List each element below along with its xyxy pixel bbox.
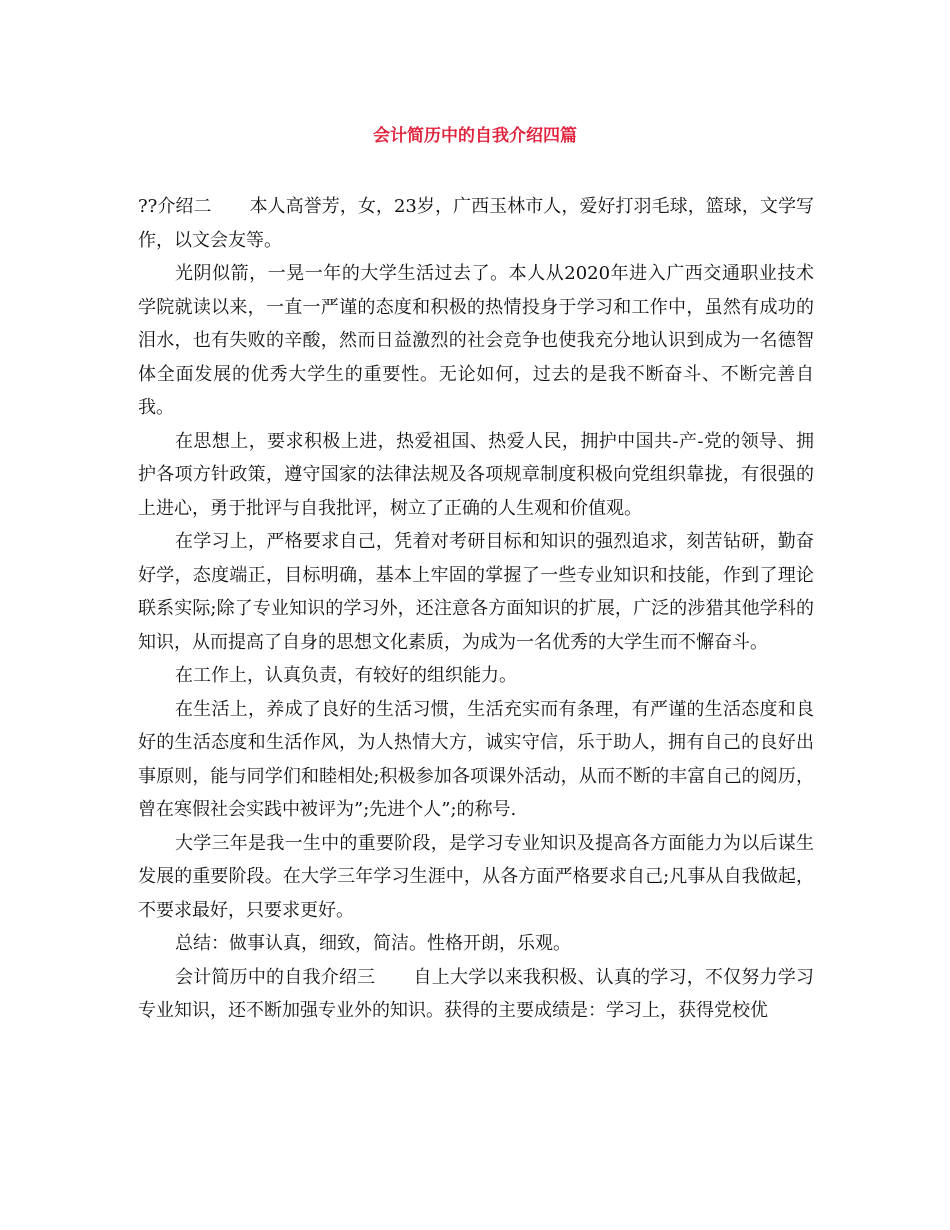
document-body bbox=[138, 190, 814, 1028]
paragraph-2: 光阴似箭，一晃一年的大学生活过去了。本人从2020年进入广西交通职业技术学院就读以来，一直一严谨的态度和积极的热情投身于学习和工作中，虽然有成功的泪水，也有失败的辛酸，然而日益激烈的社会竞争也使我充分地认识到成为一名德智体全面发展的优秀大学生的重要性。无论如何，过去的是我不断奋斗、不断完善自我。 bbox=[138, 263, 814, 418]
paragraph-6: 在生活上，养成了良好的生活习惯，生活充实而有条理，有严谨的生活态度和良好的生活态度和生活作风，为人热情大方，诚实守信，乐于助人，拥有自己的良好出事原则，能与同学们和睦相处;积极参加各项课外活动，从而不断的丰富自己的阅历，曾在寒假社会实践中被评为”;先进个人”;的称号. bbox=[138, 698, 814, 820]
paragraph-8: 总结：做事认真，细致，简洁。性格开朗，乐观。 bbox=[175, 933, 571, 954]
paragraph-9 bbox=[138, 961, 814, 1028]
paragraph-1-lead: ??介绍二 bbox=[138, 196, 212, 217]
paragraph-9-text: 自上大学以来我积极、认真的学习，不仅努力学习专业知识，还不断加强专业外的知识。获得的主要成绩是：学习上，获得党校优 bbox=[138, 966, 815, 1021]
paragraph-7: 大学三年是我一生中的重要阶段，是学习专业知识及提高各方面能力为以后谋生发展的重要阶段。在大学三年学习生涯中，从各方面严格要求自己;凡事从自我做起，不要求最好，只要求更好。 bbox=[138, 832, 814, 921]
paragraph-4: 在学习上，严格要求自己，凭着对考研目标和知识的强烈追求，刻苦钻研，勤奋好学，态度端正，目标明确，基本上牢固的掌握了一些专业知识和技能，作到了理论联系实际;除了专业知识的学习外，还注意各方面知识的扩展，广泛的涉猎其他学科的知识，从而提高了自身的思想文化素质，为成为一名优秀的大学生而不懈奋斗。 bbox=[138, 531, 814, 653]
paragraph-9-lead: 会计简历中的自我介绍三 bbox=[175, 966, 376, 988]
paragraph-3: 在思想上，要求积极上进，热爱祖国、热爱人民，拥护中国共-产-党的领导、拥护各项方针政策，遵守国家的法律法规及各项规章制度积极向党组织靠拢，有很强的上进心，勇于批评与自我批评，树立了正确的人生观和价值观。 bbox=[138, 430, 814, 519]
document-title: 会计简历中的自我介绍四篇 bbox=[373, 126, 577, 146]
paragraph-1-text: 本人高誉芳，女，23岁，广西玉林市人，爱好打羽毛球，篮球，文学写作，以文会友等。 bbox=[138, 196, 814, 251]
paragraph-1 bbox=[138, 190, 814, 257]
paragraph-5: 在工作上，认真负责，有较好的组织能力。 bbox=[175, 665, 517, 686]
